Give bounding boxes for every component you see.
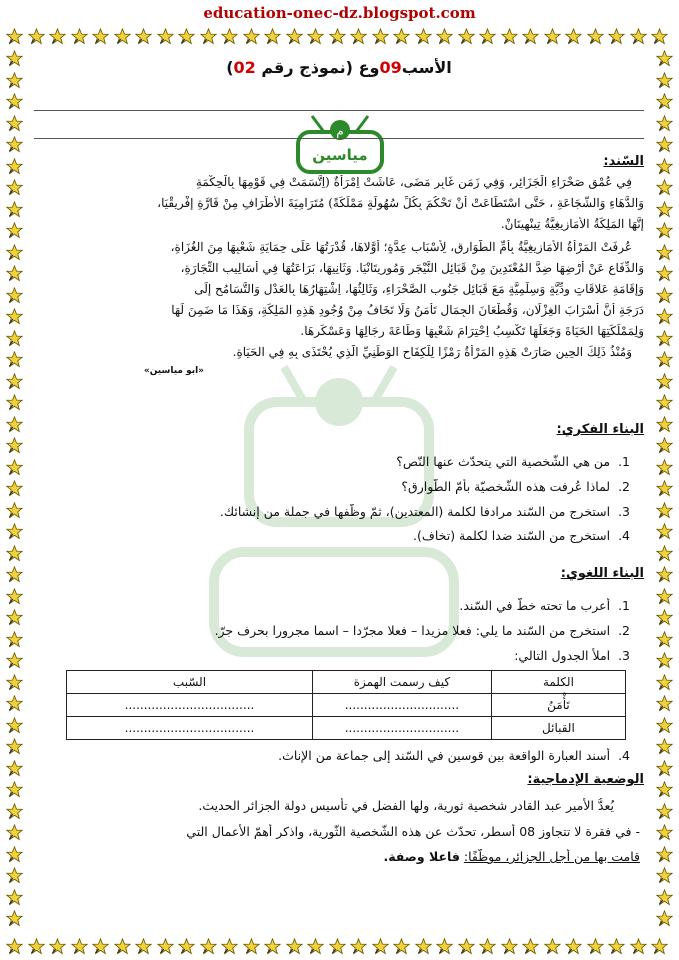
border-star-icon <box>6 416 23 433</box>
text-line: إِنَّهَا المَلِكَةُ الأَمَازِيغِيَّةُ تِينْهِينَانْ. <box>500 217 644 231</box>
border-star-icon <box>157 938 174 955</box>
border-star-icon <box>393 28 410 45</box>
text-line: دَرَجَةِ أَنَّ أَسْرَابَ الغِزْلَانِ، وَقُطْعَانَ الجِمَالِ تَأْمَنُ وَلَا تَخَافُ مِنْ وُجُودِ هَذِهِ المَلِكَةِ، وَهَذَا مَا ضَمِنَ لَهَا <box>171 303 644 317</box>
border-star-icon <box>350 938 367 955</box>
border-star-icon <box>6 179 23 196</box>
border-star-icon <box>329 938 346 955</box>
border-star-icon <box>6 394 23 411</box>
border-star-icon <box>6 287 23 304</box>
divider <box>34 138 644 139</box>
week-number: 09 <box>379 58 402 77</box>
border-star-icon <box>6 50 23 67</box>
border-star-icon <box>656 803 673 820</box>
border-star-icon <box>6 588 23 605</box>
integration-instruction: قامت بها من أجل الجزائر، موظّفًا: <box>463 849 640 864</box>
border-star-icon <box>71 938 88 955</box>
border-star-icon <box>565 938 582 955</box>
border-star-icon <box>656 910 673 927</box>
border-star-icon <box>372 28 389 45</box>
border-star-icon <box>656 115 673 132</box>
border-star-icon <box>656 609 673 626</box>
border-star-icon <box>6 437 23 454</box>
border-star-icon <box>114 938 131 955</box>
question-item <box>34 479 630 494</box>
border-star-icon <box>200 28 217 45</box>
border-star-icon <box>243 28 260 45</box>
border-star-icon <box>656 179 673 196</box>
border-star-icon <box>458 28 475 45</box>
border-star-icon <box>656 394 673 411</box>
model-number: 02 <box>233 58 256 77</box>
border-star-icon <box>6 28 23 45</box>
border-star-icon <box>6 824 23 841</box>
text-line: وَالدَّهَاءِ وَالشَّجَاعَةِ ، حَتَّى اسْتَطَاعَتْ أَنْ تَحْكُمَ بِكُلِّ سُهُولَةٍ مَمْلَكَةً) مُتَرَامِيَةَ الأَطْرَافِ مِنْ قَارَّةِ إِفْرِيقْيَا، <box>157 196 644 210</box>
title-text-end: ) <box>226 58 234 77</box>
border-star-icon <box>6 330 23 347</box>
border-star-icon <box>656 502 673 519</box>
border-star-icon <box>6 459 23 476</box>
border-star-icon <box>178 28 195 45</box>
title-text-mid: وع (نموذج رقم <box>255 58 380 77</box>
divider <box>34 110 644 111</box>
border-star-icon <box>656 416 673 433</box>
border-star-icon <box>656 846 673 863</box>
text-line: وَلِمَمْلَكَتِهَا الحَيَاةَ وَجَعَلَهَا تَكْسِبُ اِحْتِرَامَ شَعْبِهَا وَطَاعَةَ رِجَالِهَا وَعَسْكَرِهَا. <box>300 324 644 338</box>
border-star-icon <box>656 588 673 605</box>
table-header-row <box>67 671 626 694</box>
question-number: 2. <box>618 479 630 494</box>
table-header-cell: كيف رسمت الهمزة <box>312 671 491 694</box>
section-heading-integration: الوضعية الإدماجية: <box>527 772 644 787</box>
border-star-icon <box>656 437 673 454</box>
border-star-icon <box>651 938 668 955</box>
border-star-icon <box>157 28 174 45</box>
border-star-icon <box>458 938 475 955</box>
border-star-icon <box>656 738 673 755</box>
border-star-icon <box>372 938 389 955</box>
border-star-icon <box>6 609 23 626</box>
table-cell-answer: .............................. <box>312 694 491 717</box>
border-star-icon <box>6 545 23 562</box>
border-star-icon <box>264 28 281 45</box>
border-star-icon <box>221 938 238 955</box>
border-star-icon <box>608 938 625 955</box>
border-star-icon <box>415 938 432 955</box>
title-text-start: الأسب <box>401 58 452 77</box>
border-star-icon <box>6 115 23 132</box>
border-star-icon <box>49 938 66 955</box>
border-star-icon <box>6 738 23 755</box>
border-star-icon <box>6 781 23 798</box>
question-number: 1. <box>618 454 630 469</box>
table-header-cell: الكلمة <box>491 671 625 694</box>
border-star-icon <box>656 308 673 325</box>
border-star-icon <box>656 72 673 89</box>
border-star-icon <box>6 566 23 583</box>
table-cell-answer: .............................. <box>312 717 491 740</box>
integration-task: - في فقرة لا تتجاوز 08 أسطر، تحدّث عن هذه الشّخصية الثّورية، واذكر أهمّ الأعمال التي <box>186 824 640 839</box>
border-star-icon <box>6 222 23 239</box>
table-cell-word: تَأْمَنُ <box>491 694 625 717</box>
border-star-icon <box>135 28 152 45</box>
question-text: أعرب ما تحته خطّ في السّند. <box>459 598 611 613</box>
border-star-icon <box>656 244 673 261</box>
border-star-icon <box>608 28 625 45</box>
question-text: املأ الجدول التالي: <box>514 648 611 663</box>
border-star-icon <box>6 938 23 955</box>
border-star-icon <box>6 803 23 820</box>
table-cell-reason: .................................. <box>67 694 313 717</box>
border-star-icon <box>6 674 23 691</box>
hamza-table <box>66 670 626 740</box>
border-star-icon <box>6 760 23 777</box>
border-star-icon <box>6 308 23 325</box>
border-star-icon <box>656 265 673 282</box>
text-heading: السّند: <box>603 154 644 169</box>
table-header-cell: السّبب <box>67 671 313 694</box>
question-number: 4. <box>618 748 630 763</box>
border-star-icon <box>307 28 324 45</box>
question-text: لماذا عُرفت هذه الشّخصيّة بأمّ الطّوارق؟ <box>401 479 611 494</box>
border-star-icon <box>92 938 109 955</box>
question-item <box>34 623 630 638</box>
border-star-icon <box>656 50 673 67</box>
border-star-icon <box>656 545 673 562</box>
text-line: وَإِقَامَةِ عَلاقَاتٍ وِدِّيَّةٍ وَسِلْمِيَّةٍ مَعَ قَبَائِلِ جَنُوبِ الصَّحْرَاءِ، وَثَالِثُهَا، اِشْتِهَارُهَا بِالعَدْلِ وَالتَّسَامُحِ إِلَى <box>194 282 644 296</box>
border-star-icon <box>135 938 152 955</box>
border-star-icon <box>221 28 238 45</box>
author-signature: «أبو مياسين» <box>143 366 204 376</box>
border-star-icon <box>656 93 673 110</box>
border-star-icon <box>6 910 23 927</box>
border-star-icon <box>28 28 45 45</box>
table-cell-reason: .................................. <box>67 717 313 740</box>
border-star-icon <box>114 28 131 45</box>
border-star-icon <box>6 480 23 497</box>
question-item <box>34 528 630 543</box>
question-number: 4. <box>618 528 630 543</box>
logo-letter: م <box>336 124 344 138</box>
border-star-icon <box>501 938 518 955</box>
table-cell-word: القبائل <box>491 717 625 740</box>
border-star-icon <box>178 938 195 955</box>
border-star-icon <box>630 28 647 45</box>
section-heading-language: البناء اللّغوي: <box>560 566 644 581</box>
question-item <box>34 504 630 519</box>
border-star-icon <box>286 938 303 955</box>
border-star-icon <box>656 330 673 347</box>
exam-title <box>34 58 644 77</box>
border-star-icon <box>6 631 23 648</box>
border-star-icon <box>200 938 217 955</box>
border-star-icon <box>587 938 604 955</box>
question-text: من هي الشّخصية التي يتحدّث عنها النّص؟ <box>396 454 611 469</box>
text-line: عُرِفَتْ المَرْأَةُ الأَمَازِيغِيَّةُ بِأُمِّ الطَّوَارِقِ، لِأَسْبَابٍ عِدَّةٍ؛ أَوَّلاهَا، قُدْرَتُهَا عَلَى حِمَايَةِ شَعْبِهَا مِنَ الغُزَاةِ، <box>170 240 632 254</box>
border-star-icon <box>656 136 673 153</box>
border-star-icon <box>656 287 673 304</box>
border-star-icon <box>565 28 582 45</box>
question-number: 2. <box>618 623 630 638</box>
text-line: وَالدِّفَاعِ عَنْ أَرْضِهَا ضِدَّ المُعْتَدِينَ مِنْ قَبَائِلِ النَّيْجَرِ وَمُورِيتَانْيَا. وَثَانِيهَا، بَرَاعَتُهَا فِي أَسَالِيبِ التِّجَارَةِ، <box>180 261 644 275</box>
border-star-icon <box>436 938 453 955</box>
border-star-icon <box>656 523 673 540</box>
border-star-icon <box>393 938 410 955</box>
border-star-icon <box>28 938 45 955</box>
border-star-icon <box>6 351 23 368</box>
border-star-icon <box>329 28 346 45</box>
border-star-icon <box>479 938 496 955</box>
border-star-icon <box>656 480 673 497</box>
border-star-icon <box>6 72 23 89</box>
border-star-icon <box>587 28 604 45</box>
border-star-icon <box>479 28 496 45</box>
border-star-icon <box>6 523 23 540</box>
border-star-icon <box>544 938 561 955</box>
border-star-icon <box>6 373 23 390</box>
border-star-icon <box>6 652 23 669</box>
border-star-icon <box>6 244 23 261</box>
text-line: وَمُنْذُ ذَلِكَ الحِينِ صَارَتْ هَذِهِ المَرْأَةُ رَمْزًا لِلْكِفَاحِ الوَطَنِيِّ الَّذِي يُحْتَذَى بِهِ فِي الحَيَاةِ. <box>232 345 632 359</box>
text-line: فِي عُمْقِ صَحْرَاءِ الْجَزَائِرِ، وَفِي زَمَنٍ غَابِرٍ مَضَى، عَاشَتْ اِمْرَأَةٌ (اِتَّسَمَتْ فِي قَوْمِهَا بِالْحِكْمَةِ <box>195 175 632 189</box>
question-text: استخرج من السّند مرادفا لكلمة (المعتدين)، ثمّ وظّفها في جملة من إنشائك. <box>219 504 611 519</box>
border-star-icon <box>6 136 23 153</box>
border-star-icon <box>656 695 673 712</box>
border-star-icon <box>656 459 673 476</box>
question-number: 3. <box>618 504 630 519</box>
border-star-icon <box>656 781 673 798</box>
question-number: 3. <box>618 648 630 663</box>
border-star-icon <box>656 158 673 175</box>
border-star-icon <box>656 652 673 669</box>
border-star-icon <box>6 201 23 218</box>
border-star-icon <box>544 28 561 45</box>
border-star-icon <box>656 824 673 841</box>
site-header: education-onec-dz.blogspot.com <box>203 4 476 22</box>
border-star-icon <box>264 938 281 955</box>
logo-text: مياسين <box>312 146 368 164</box>
border-star-icon <box>656 760 673 777</box>
border-star-icon <box>415 28 432 45</box>
question-number: 1. <box>618 598 630 613</box>
border-star-icon <box>71 28 88 45</box>
border-star-icon <box>6 695 23 712</box>
border-star-icon <box>6 265 23 282</box>
integration-requirement: فاعلا وصفة. <box>383 849 460 864</box>
border-star-icon <box>6 889 23 906</box>
integration-context: يُعدُّ الأمير عبد القادر شخصية ثورية، ولها الفضل في تأسيس دولة الجزائر الحديث. <box>198 798 614 813</box>
table-row <box>67 717 626 740</box>
section-heading-comprehension: البناء الفكري: <box>556 422 644 437</box>
question-text: أسند العبارة الواقعة بين قوسين في السّند إلى جماعة من الإناث. <box>278 748 611 763</box>
border-star-icon <box>501 28 518 45</box>
border-star-icon <box>656 201 673 218</box>
border-star-icon <box>656 222 673 239</box>
border-star-icon <box>6 502 23 519</box>
border-star-icon <box>522 28 539 45</box>
border-star-icon <box>656 717 673 734</box>
border-star-icon <box>307 938 324 955</box>
question-item <box>34 454 630 469</box>
exam-page <box>34 52 644 932</box>
border-star-icon <box>656 867 673 884</box>
question-item <box>34 598 630 613</box>
question-item <box>34 748 630 763</box>
table-row <box>67 694 626 717</box>
border-star-icon <box>6 846 23 863</box>
border-star-icon <box>92 28 109 45</box>
border-star-icon <box>651 28 668 45</box>
border-star-icon <box>6 867 23 884</box>
border-star-icon <box>436 28 453 45</box>
integration-task-cont <box>34 849 640 864</box>
border-star-icon <box>656 373 673 390</box>
border-star-icon <box>6 158 23 175</box>
border-star-icon <box>286 28 303 45</box>
border-star-icon <box>656 674 673 691</box>
question-item <box>34 648 630 663</box>
border-star-icon <box>630 938 647 955</box>
question-text: استخرج من السّند ما يلي: فعلا مزيدا – فعلا مجرّدا – اسما مجرورا بحرف جرّ. <box>214 623 611 638</box>
border-star-icon <box>656 631 673 648</box>
border-star-icon <box>656 566 673 583</box>
border-star-icon <box>6 717 23 734</box>
border-star-icon <box>656 889 673 906</box>
border-star-icon <box>6 93 23 110</box>
border-star-icon <box>49 28 66 45</box>
border-star-icon <box>243 938 260 955</box>
border-star-icon <box>656 351 673 368</box>
border-star-icon <box>522 938 539 955</box>
question-text: استخرج من السّند ضدا لكلمة (تخاف). <box>413 528 611 543</box>
border-star-icon <box>350 28 367 45</box>
